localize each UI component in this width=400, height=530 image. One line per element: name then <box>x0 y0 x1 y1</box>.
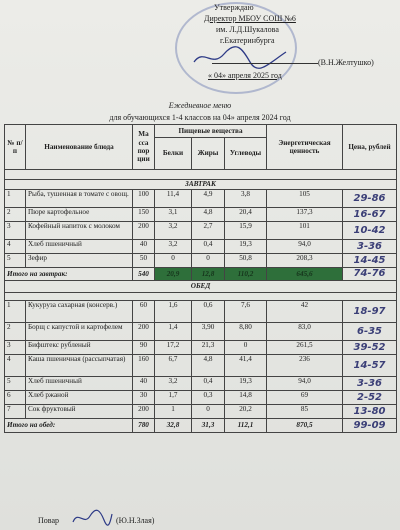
cell-price: 2-52 <box>343 391 397 405</box>
cell-carbs: 15,9 <box>225 222 267 240</box>
approval-position: Директор МБОУ СОШ №6 <box>204 14 296 23</box>
menu-table <box>4 124 397 433</box>
director-signature <box>190 44 290 70</box>
cell-price: 16-67 <box>343 208 397 222</box>
header-energy: Энергетическая ценность <box>267 125 343 170</box>
cell-fats: 4,8 <box>192 208 225 222</box>
cell-mass: 60 <box>133 301 155 323</box>
cell-name: Хлеб пшеничный <box>26 240 133 254</box>
cell-energy: 105 <box>267 190 343 208</box>
cell-energy: 101 <box>267 222 343 240</box>
cell-energy: 236 <box>267 355 343 377</box>
cook-name: (Ю.Н.Злая) <box>116 516 155 525</box>
cell-fats: 3,90 <box>192 323 225 341</box>
cell-num: 6 <box>5 391 26 405</box>
cell-price: 39-52 <box>343 341 397 355</box>
breakfast-total-proteins: 20,9 <box>155 268 192 281</box>
cell-mass: 100 <box>133 190 155 208</box>
breakfast-total-fats: 12,8 <box>192 268 225 281</box>
cell-carbs: 41,4 <box>225 355 267 377</box>
table-row <box>5 341 397 355</box>
cell-num: 1 <box>5 190 26 208</box>
cell-name: Пюре картофельное <box>26 208 133 222</box>
cell-mass: 200 <box>133 405 155 419</box>
cell-proteins: 3,1 <box>155 208 192 222</box>
cell-num: 1 <box>5 301 26 323</box>
header-fats: Жиры <box>192 138 225 170</box>
breakfast-total-energy: 645,6 <box>267 268 343 281</box>
table-row <box>5 240 397 254</box>
cell-num: 5 <box>5 377 26 391</box>
cell-carbs: 3,8 <box>225 190 267 208</box>
cell-fats: 0,3 <box>192 391 225 405</box>
table-row <box>5 405 397 419</box>
cell-energy: 261,5 <box>267 341 343 355</box>
cell-fats: 0 <box>192 405 225 419</box>
cell-proteins: 0 <box>155 254 192 268</box>
cell-name: Сок фруктовый <box>26 405 133 419</box>
cell-num: 3 <box>5 222 26 240</box>
lunch-total-carbs: 112,1 <box>225 419 267 433</box>
section-breakfast: ЗАВТРАК <box>5 180 397 190</box>
cell-price: 14-57 <box>343 355 397 377</box>
cell-mass: 150 <box>133 208 155 222</box>
table-row <box>5 323 397 341</box>
cell-price: 6-35 <box>343 323 397 341</box>
cell-num: 4 <box>5 355 26 377</box>
cell-energy: 137,3 <box>267 208 343 222</box>
lunch-total-label: Итого на обед: <box>5 419 133 433</box>
cell-proteins: 1 <box>155 405 192 419</box>
cell-proteins: 1,4 <box>155 323 192 341</box>
cell-fats: 0,4 <box>192 377 225 391</box>
table-row <box>5 254 397 268</box>
cell-carbs: 19,3 <box>225 377 267 391</box>
table-row <box>5 355 397 377</box>
table-row <box>5 377 397 391</box>
header-carbs: Углеводы <box>225 138 267 170</box>
header-num: № п/п <box>5 125 26 170</box>
cell-carbs: 7,6 <box>225 301 267 323</box>
cell-num: 2 <box>5 208 26 222</box>
cook-signature <box>70 508 114 528</box>
cell-fats: 0 <box>192 254 225 268</box>
cell-name: Бифштекс рубленый <box>26 341 133 355</box>
lunch-total-fats: 31,3 <box>192 419 225 433</box>
section-lunch: ОБЕД <box>5 281 397 293</box>
cell-carbs: 14,8 <box>225 391 267 405</box>
cell-fats: 0,4 <box>192 240 225 254</box>
header-nutrients: Пищевые вещества <box>155 125 267 138</box>
cell-mass: 200 <box>133 323 155 341</box>
cell-name: Хлеб пшеничный <box>26 377 133 391</box>
approval-line3: им. Л.Д.Шукалова <box>216 25 279 34</box>
cell-price: 3-36 <box>343 377 397 391</box>
cell-proteins: 3,2 <box>155 222 192 240</box>
header-price: Цена, рублей <box>343 125 397 170</box>
cell-mass: 50 <box>133 254 155 268</box>
cell-proteins: 11,4 <box>155 190 192 208</box>
cell-proteins: 6,7 <box>155 355 192 377</box>
breakfast-total-carbs: 110,2 <box>225 268 267 281</box>
header-mass: Ма сса пор ции <box>133 125 155 170</box>
cell-carbs: 8,80 <box>225 323 267 341</box>
cell-proteins: 1,6 <box>155 301 192 323</box>
cell-mass: 90 <box>133 341 155 355</box>
cell-mass: 40 <box>133 377 155 391</box>
cell-energy: 94,0 <box>267 377 343 391</box>
cell-price: 10-42 <box>343 222 397 240</box>
cell-mass: 200 <box>133 222 155 240</box>
approval-date: « 04» апреля 2025 год <box>208 71 282 80</box>
cell-carbs: 20,2 <box>225 405 267 419</box>
table-row <box>5 391 397 405</box>
cell-carbs: 20,4 <box>225 208 267 222</box>
cell-mass: 160 <box>133 355 155 377</box>
cell-fats: 4,8 <box>192 355 225 377</box>
table-row <box>5 222 397 240</box>
header-proteins: Белки <box>155 138 192 170</box>
cell-energy: 208,3 <box>267 254 343 268</box>
lunch-total-proteins: 32,8 <box>155 419 192 433</box>
cell-num: 3 <box>5 341 26 355</box>
cell-price: 18-97 <box>343 301 397 323</box>
cell-proteins: 17,2 <box>155 341 192 355</box>
table-row <box>5 190 397 208</box>
breakfast-total-label: Итого на завтрак: <box>5 268 133 281</box>
cell-energy: 83,0 <box>267 323 343 341</box>
cell-name: Рыба, тушенная в томате с овощ. <box>26 190 133 208</box>
cell-name: Каша пшеничная (рассыпчатая) <box>26 355 133 377</box>
menu-title: Ежедневное меню <box>168 101 232 110</box>
signature-line <box>212 63 318 64</box>
lunch-total-energy: 870,5 <box>267 419 343 433</box>
cell-energy: 85 <box>267 405 343 419</box>
cell-num: 7 <box>5 405 26 419</box>
header-name: Наименование блюда <box>26 125 133 170</box>
lunch-total-mass: 780 <box>133 419 155 433</box>
cell-proteins: 1,7 <box>155 391 192 405</box>
cell-price: 29-86 <box>343 190 397 208</box>
menu-subtitle: для обучающихся 1-4 классов на 04» апреля 2024 год <box>109 113 291 122</box>
table-row <box>5 301 397 323</box>
cell-name: Зефир <box>26 254 133 268</box>
cell-name: Кукуруза сахарная (консерв.) <box>26 301 133 323</box>
cell-num: 4 <box>5 240 26 254</box>
cell-price: 13-80 <box>343 405 397 419</box>
cell-carbs: 0 <box>225 341 267 355</box>
cell-name: Кофейный напиток с молоком <box>26 222 133 240</box>
table-row <box>5 208 397 222</box>
cell-energy: 94,0 <box>267 240 343 254</box>
breakfast-total-price: 74-76 <box>343 268 397 281</box>
cell-carbs: 19,3 <box>225 240 267 254</box>
cell-fats: 21,3 <box>192 341 225 355</box>
spacer-row <box>5 293 397 301</box>
lunch-rows <box>5 301 397 419</box>
spacer-row <box>5 170 397 180</box>
cell-energy: 69 <box>267 391 343 405</box>
cell-fats: 4,9 <box>192 190 225 208</box>
cell-name: Борщ с капустой и картофелем <box>26 323 133 341</box>
cell-carbs: 50,8 <box>225 254 267 268</box>
cell-fats: 0,6 <box>192 301 225 323</box>
breakfast-total-mass: 540 <box>133 268 155 281</box>
approval-title: Утверждаю <box>214 3 254 12</box>
breakfast-rows <box>5 190 397 268</box>
cell-price: 14-45 <box>343 254 397 268</box>
cell-price: 3-36 <box>343 240 397 254</box>
cell-fats: 2,7 <box>192 222 225 240</box>
lunch-total-price: 99-09 <box>343 419 397 433</box>
cell-num: 5 <box>5 254 26 268</box>
cook-label: Повар <box>38 516 59 525</box>
cell-mass: 40 <box>133 240 155 254</box>
cell-mass: 30 <box>133 391 155 405</box>
cell-num: 2 <box>5 323 26 341</box>
cell-proteins: 3,2 <box>155 377 192 391</box>
cell-energy: 42 <box>267 301 343 323</box>
cell-proteins: 3,2 <box>155 240 192 254</box>
cell-name: Хлеб ржаной <box>26 391 133 405</box>
approval-signer: (В.Н.Желтушко) <box>318 58 374 67</box>
approval-city: г.Екатеринбурга <box>220 36 275 45</box>
